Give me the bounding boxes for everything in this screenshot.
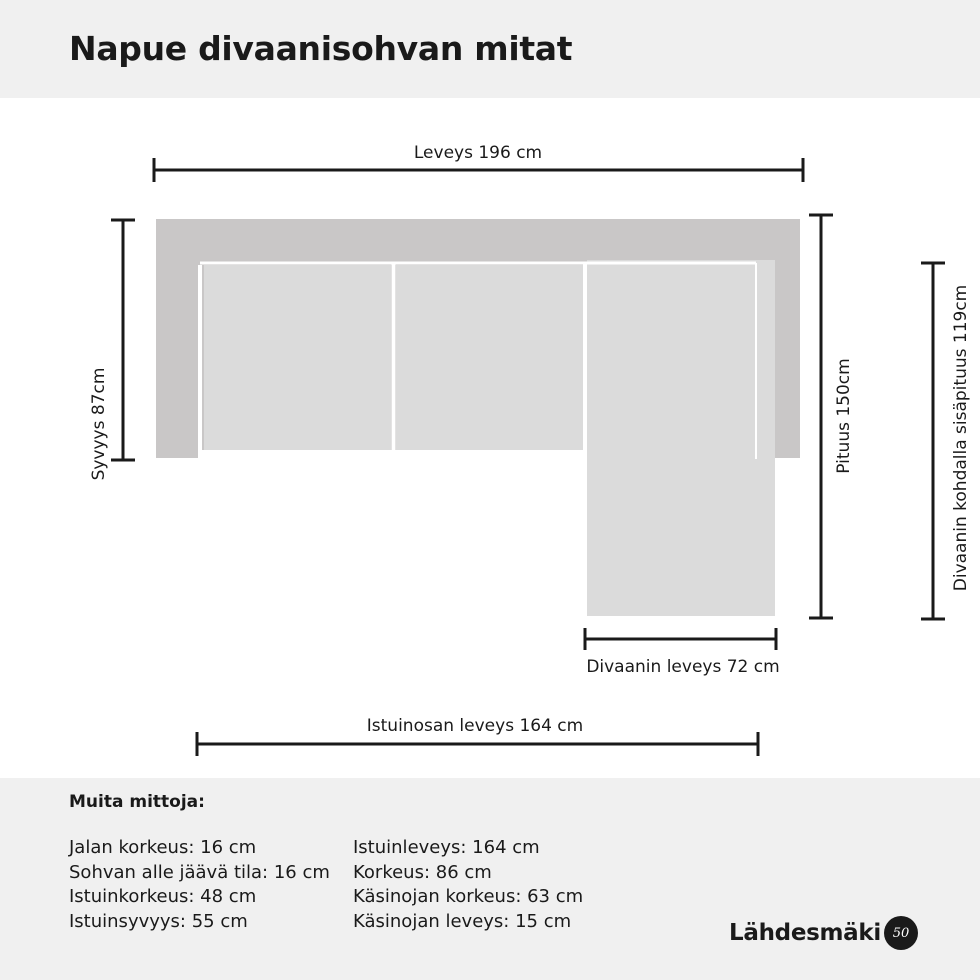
dimension-item: Jalan korkeus: 16 cm xyxy=(69,837,257,858)
dimension-item: Istuinkorkeus: 48 cm xyxy=(69,886,257,907)
sofa-dimension-drawing xyxy=(0,98,980,778)
dimension-item: Sohvan alle jäävä tila: 16 cm xyxy=(69,861,330,883)
depth-dimension-line xyxy=(111,220,135,460)
seat-cushion-middle xyxy=(396,265,583,450)
dimension-item: Käsinojan leveys: 15 cm xyxy=(353,910,572,932)
other-dimensions-heading: Muita mittoja: xyxy=(69,792,205,812)
header xyxy=(0,0,980,98)
inner-length-label: Divaanin kohdalla sisäpituus 119cm xyxy=(951,284,971,592)
dimension-item: Korkeus: 86 cm xyxy=(353,861,492,883)
inner-length-dimension-line xyxy=(921,263,945,619)
seat-cushion-left xyxy=(204,265,391,450)
chaise-width-dimension-line xyxy=(585,628,776,650)
other-dimensions-panel xyxy=(0,778,980,980)
brand-name: Lähdesmäki xyxy=(729,920,881,946)
cushion-gap xyxy=(200,450,585,458)
dimension-item: Istuinleveys: 164 cm xyxy=(353,837,540,858)
length-dimension-line xyxy=(809,215,833,618)
dimensions-list-left xyxy=(69,836,330,934)
page-title: Napue divaanisohvan mitat xyxy=(69,29,573,68)
length-label: Pituus 150cm xyxy=(834,358,854,474)
brand-logo xyxy=(729,913,918,953)
chaise-cushion xyxy=(587,260,775,616)
width-label: Leveys 196 cm xyxy=(413,143,543,163)
anniversary-badge-icon: 50 xyxy=(884,916,918,950)
seat-width-label: Istuinosan leveys 164 cm xyxy=(366,716,584,736)
depth-label: Syvyys 87cm xyxy=(89,367,109,481)
dimensions-list-right xyxy=(353,836,583,934)
chaise-width-label: Divaanin leveys 72 cm xyxy=(586,657,780,677)
dimension-item: Istuinsyvyys: 55 cm xyxy=(69,910,248,932)
sofa-diagram xyxy=(0,98,980,778)
dimension-item: Käsinojan korkeus: 63 cm xyxy=(353,886,584,907)
